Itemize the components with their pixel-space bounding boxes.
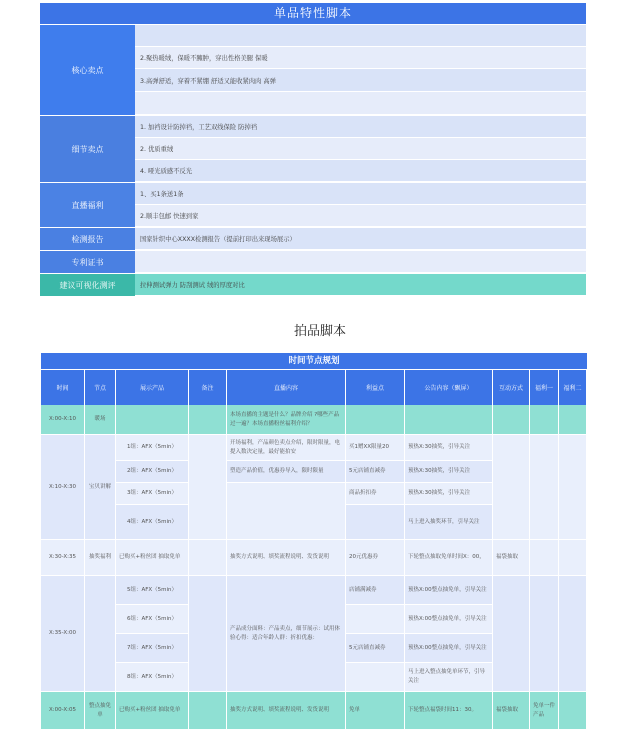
cell-notice: 预热X:00整点抽免单，引导关注 [405, 576, 493, 605]
cell-notice: 预热X:30抽奖，引导关注 [405, 461, 493, 483]
cell-gift1 [530, 576, 559, 692]
cell-gift2 [559, 435, 587, 540]
cell-content: 本场直播的主题是什么？品牌介绍 ?哪些产品过一遍？本场直播粉丝福利介绍？ [227, 405, 346, 435]
group-live-benefits [40, 182, 586, 227]
schedule-table [41, 353, 587, 738]
cell-remark [189, 435, 227, 540]
cell-node: 宝贝讲解 [85, 435, 116, 540]
table-cell: 1、买1条送1条 [135, 183, 586, 205]
cell-remark [189, 540, 227, 576]
table-cell: 3.高弹舒适，穿着不紧绷 舒适又能收紧肉肉 高弹 [135, 69, 586, 92]
table-header-row [41, 369, 587, 405]
column-header: 福利二 [559, 370, 587, 405]
column-header: 直播内容 [227, 370, 346, 405]
cell-product: 1组：AFX（5min） [116, 435, 189, 461]
cell-content: 塑造产品价值，优惠券导入，限时限量 [227, 461, 346, 483]
group-test-report [40, 227, 586, 250]
cell-benefit: 20元优惠券 [346, 540, 405, 576]
cell-content: 抽奖方式说明、填奖流程说明、发货说明 [227, 692, 346, 730]
column-header: 互动方式 [493, 370, 530, 405]
cell-node [85, 576, 116, 692]
table-row [41, 435, 587, 540]
table-cell: 4. 哑光质感不反光 [135, 160, 586, 182]
group-label: 核心卖点 [40, 25, 135, 115]
cell-node: 整点抽免单 [85, 692, 116, 730]
cell-benefit: 免单 [346, 692, 405, 730]
cell-benefit [346, 605, 405, 634]
cell-gift2 [559, 576, 587, 692]
table-cell: 2. 优质重绒 [135, 138, 586, 160]
cell-notice: 下轮整点抽取免单时间X：00， [405, 540, 493, 576]
table-title: 时间节点规划 [41, 353, 587, 369]
cell-interact [493, 576, 530, 692]
cell-product: 5组：AFX（5min） [116, 576, 189, 605]
cell-benefit: 5元店铺直减券 [346, 461, 405, 483]
cell-benefit [346, 505, 405, 540]
cell-interact [493, 405, 530, 435]
cell-notice: 马上进入抽奖环节，引导关注 [405, 505, 493, 540]
table-row [41, 576, 587, 692]
column-header: 福利一 [530, 370, 559, 405]
cell-notice: 预热X:30抽奖，引导关注 [405, 435, 493, 461]
cell-node: 抽奖福利 [85, 540, 116, 576]
group-label: 细节卖点 [40, 116, 135, 182]
table-row [41, 405, 587, 435]
column-header: 利益点 [346, 370, 405, 405]
cell-remark [189, 692, 227, 730]
cell-content: 抽奖方式说明、填奖流程说明、发货说明 [227, 540, 346, 576]
cell-product: 2组：AFX（5min） [116, 461, 189, 483]
group-patent-certificate [40, 250, 586, 273]
product-feature-table [40, 3, 586, 296]
group-core-selling-points [40, 24, 586, 115]
table-body [41, 405, 587, 738]
cell-product: 7组：AFX（5min） [116, 634, 189, 663]
cell-notice: 下轮整点福袋时间11：30。 [405, 692, 493, 730]
cell-product: 已购买+粉丝团 抽取免单 [116, 692, 189, 730]
table-cell: 国家针织中心XXXX检测报告（提前打印出来现场展示） [135, 228, 586, 250]
cell-notice [405, 405, 493, 435]
group-label: 直播福利 [40, 183, 135, 227]
cell-gift2 [559, 692, 587, 730]
cell-gift2 [559, 540, 587, 576]
cell-benefit: 买1赠XX限量20 [346, 435, 405, 461]
cell-remark [189, 576, 227, 692]
table-cell [135, 25, 586, 47]
cell-product: 3组：AFX（5min） [116, 483, 189, 505]
cell-gift1: 免单一件产品 [530, 692, 559, 730]
column-header: 展示产品 [116, 370, 189, 405]
cell-time: X:00-X:05 [41, 692, 85, 730]
cell-content [227, 483, 346, 540]
table-cell [135, 251, 586, 273]
cell-gift1 [530, 435, 559, 540]
cell-product: 4组：AFX（5min） [116, 505, 189, 540]
cell-interact: 福袋抽取 [493, 540, 530, 576]
table-title: 单品特性脚本 [40, 3, 586, 24]
cell-benefit [346, 663, 405, 692]
cell-benefit [346, 405, 405, 435]
cell-product: 8组：AFX（5min） [116, 663, 189, 692]
table-row [41, 540, 587, 576]
cell-gift1 [530, 405, 559, 435]
cell-interact [493, 435, 530, 540]
cell-benefit: 店铺满减券 [346, 576, 405, 605]
column-header: 备注 [189, 370, 227, 405]
table-cell: 2.顺丰包邮 快速到家 [135, 205, 586, 227]
table-cell: 拉伸测试弹力 防刮测试 绒的厚度对比 [135, 274, 586, 296]
table-cell: 2.聚热暖绒，保暖不臃肿，穿出性格美腿 保暖 [135, 47, 586, 69]
cell-notice: 预热X:00整点抽免单，引导关注 [405, 634, 493, 663]
cell-interact: 福袋抽取 [493, 692, 530, 730]
cell-notice: 预热X:00整点抽免单，引导关注 [405, 605, 493, 634]
group-detail-selling-points [40, 115, 586, 182]
cell-remark [189, 405, 227, 435]
cell-node: 暖场 [85, 405, 116, 435]
cell-time: X:35-X:00 [41, 576, 85, 692]
table-row [41, 692, 587, 730]
group-label: 建议可视化测评 [40, 274, 135, 296]
column-header: 时间 [41, 370, 85, 405]
cell-time: X:30-X:35 [41, 540, 85, 576]
cell-notice: 马上进入整点抽免单环节，引导关注 [405, 663, 493, 692]
cell-benefit: 5元店铺直减券 [346, 634, 405, 663]
group-visual-test [40, 273, 586, 296]
cell-content: 产品成分面料：产品卖点，细节展示：试用体验心得：适合年龄人群：折扣优惠： [227, 576, 346, 692]
cell-gift2 [559, 405, 587, 435]
table-cell: 1. 加裆设计防掉裆，工艺双线保险 防掉裆 [135, 116, 586, 138]
cell-product [116, 405, 189, 435]
group-label: 专利证书 [40, 251, 135, 273]
cell-gift1 [530, 540, 559, 576]
section-heading: 拍品脚本 [293, 324, 346, 339]
cell-notice: 预热X:30抽奖，引导关注 [405, 483, 493, 505]
cell-benefit: 商品折扣券 [346, 483, 405, 505]
column-header: 公告内容（飘屏） [405, 370, 493, 405]
cell-content: 开场福利，产品颜色卖点介绍，限时限量，电提入数决定量，最好能拍安 [227, 435, 346, 461]
cell-time: X:10-X:30 [41, 435, 85, 540]
table-cell [135, 92, 586, 115]
cell-product: 6组：AFX（5min） [116, 605, 189, 634]
column-header: 节点 [85, 370, 116, 405]
cell-time: X:00-X:10 [41, 405, 85, 435]
group-label: 检测报告 [40, 228, 135, 250]
cell-product: 已购买+粉丝团 抽取免单 [116, 540, 189, 576]
